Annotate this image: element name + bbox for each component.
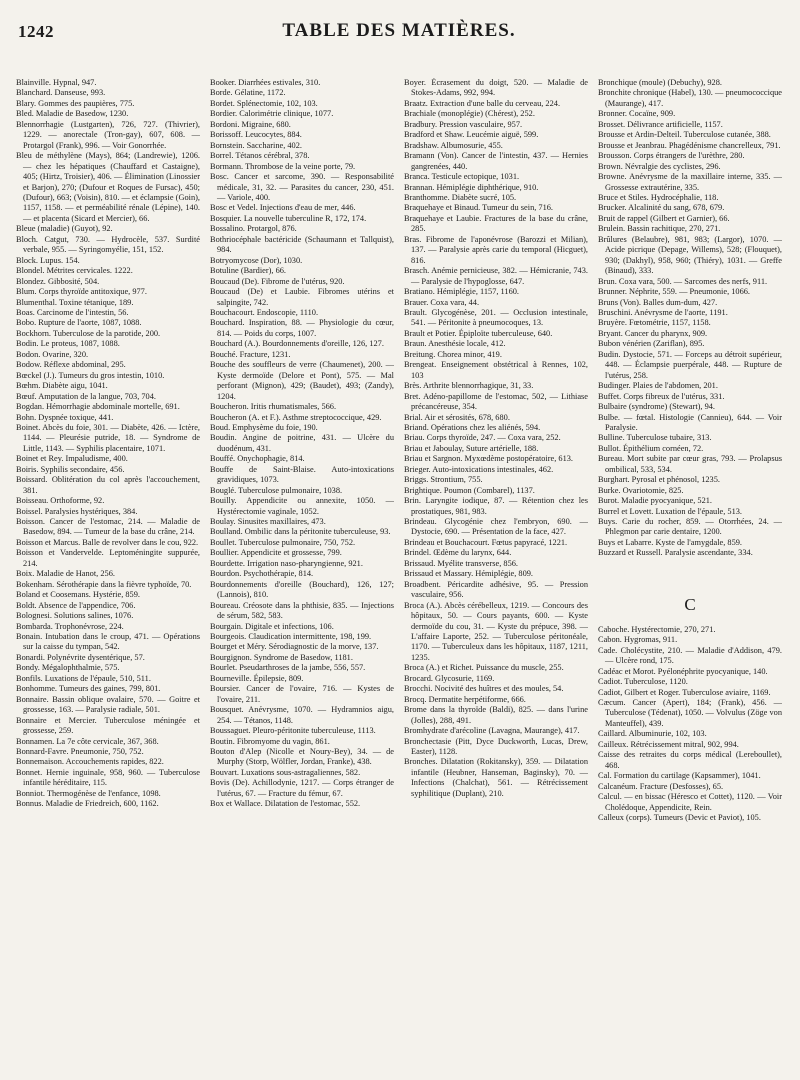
index-entry: Boullet. Tuberculose pulmonaire, 750, 752.: [210, 537, 356, 547]
index-entry: Bouglé. Tuberculose pulmonaire, 1038.: [210, 485, 343, 495]
index-entry: Buffet. Corps fibreux de l'utérus, 331.: [598, 391, 725, 401]
index-entry: Bouchacourt. Endoscopie, 1110.: [210, 307, 319, 317]
index-entry: Brome dans la thyroïde (Baldi), 825. — dans l'urine (Jolles), 288, 491.: [404, 705, 588, 725]
index-entry: Bourget et Méry. Sérodiagnostic de la morve, 137.: [210, 642, 379, 652]
index-entry: Bulbe. — fœtal. Histologie (Cannieu), 644. — Voir Paralysie.: [598, 412, 782, 432]
index-entry: Brin. Laryngite iodique, 87. — Rétention chez les prostatiques, 981, 983.: [404, 496, 588, 516]
page-number: 1242: [18, 22, 54, 41]
index-entry: Brosset. Délivrance artificielle, 1157.: [598, 119, 723, 129]
index-entry: Bourdette. Irrigation naso-pharyngienne, 921.: [210, 558, 363, 568]
index-entry: Bourdonnements d'oreille (Bouchard), 126, 127; (Lannois), 810.: [210, 579, 394, 600]
index-entry: Bogdan. Hémorrhagie abdominale mortelle, 691.: [16, 402, 180, 412]
index-entry: Bourgignon. Syndrome de Basedow, 1181.: [210, 652, 353, 662]
index-entry: Boisson et Marcus. Balle de revolver dans le cou, 922.: [16, 537, 199, 547]
index-entry: Bouilly. Appendicite ou annexite, 1050. — Hystérectomie vaginale, 1052.: [210, 496, 394, 516]
index-entry: Bossalino. Protargol, 876.: [210, 224, 297, 234]
index-entry: Boussaguet. Pleuro-péritonite tuberculeuse, 1113.: [210, 726, 376, 736]
index-entry: Cadéac et Morot. Pyélonéphrite pyocyanique, 140.: [598, 666, 768, 676]
index-entry: Boyer. Écrasement du doigt, 520. — Maladie de Stokes-Adams, 992, 994.: [404, 78, 588, 98]
index-entry: Bulbaire (syndrome) (Stewart), 94.: [598, 402, 716, 412]
index-entry: Bleu de méthylène (Mays), 864; (Landrewie), 1206. — chez les hépatiques (Chauffard et Castaigne), 405; (Hirtz, Troisier), 406. — Élimination (Linossier et Barjon), 270; (Dufour et Roques de Fursac), 450; (Dufour), 663; (Voisin), 810. — et éclampsie (Goin), 1157, 1158. — et perméabilité rénale (Lépine), 140. — et placenta (Sicard et Mercier), 66.: [16, 151, 200, 223]
index-entry: Boucaud (De) et Laubie. Fibromes utérins et salpingite, 742.: [210, 287, 394, 307]
index-entry: Borissoff. Leucocytes, 884.: [210, 130, 302, 140]
index-entry: Bonnamen. La 7e côte cervicale, 367, 368.: [16, 736, 159, 746]
index-entry: Bodon. Ovarine, 320.: [16, 349, 89, 359]
index-entry: Bordier. Calorimétrie clinique, 1077.: [210, 109, 334, 119]
index-entry: Boulay. Sinusites maxillaires, 473.: [210, 517, 326, 527]
index-entry: Boland et Coosemans. Hystérie, 859.: [16, 590, 140, 600]
index-entry: Brocq. Dermatite herpétiforme, 666.: [404, 694, 526, 704]
index-entry: Bondy. Mégalophthalmie, 575.: [16, 663, 120, 673]
index-entry: Broadbent. Péricardite adhésive, 95. — Pression vasculaire, 956.: [404, 579, 588, 600]
index-entry: Cabon. Hygromas, 911.: [598, 635, 678, 645]
index-entry: Brannan. Hémiplégie diphthérique, 910.: [404, 182, 539, 192]
index-entry: Bronner. Cocaïne, 909.: [598, 109, 676, 119]
index-entry: Bonnaire. Bassin oblique ovalaire, 570. — Goitre et grossesse, 163. — Paralysie radiale, 501.: [16, 694, 200, 715]
index-entry: Boulland. Ombilic dans la péritonite tuberculeuse, 93.: [210, 527, 391, 537]
index-entry: Bœhm. Diabète aigu, 1041.: [16, 381, 108, 391]
index-entry: Caillard. Albuminurie, 102, 103.: [598, 729, 707, 739]
index-entry: Bouffé. Onychophagie, 814.: [210, 454, 305, 464]
index-entry: Branca. Testicule ectopique, 1031.: [404, 172, 520, 182]
index-entry: Boucheron. Iritis rhumatismales, 566.: [210, 402, 337, 412]
index-entry: Borrel. Tétanos cérébral, 378.: [210, 151, 310, 161]
index-entry: Calleux (corps). Tumeurs (Devic et Paviot), 105.: [598, 813, 761, 822]
index-entry: Calcul. — en bissac (Héresco et Cottet), 1120. — Voir Cholédoque, Appendicite, Rein.: [598, 792, 782, 812]
index-entry: Branthomme. Diabète sucré, 105.: [404, 192, 517, 202]
index-entry: Cadiot. Tuberculose, 1120.: [598, 677, 688, 687]
index-entry: Bronches. Dilatation (Rokitansky), 359. — Dilatation infantile (Heubner, Hanseman, Baginsky), 70. — Infections (Chalchat), 561. — Rétrécissement syphilitique (Duplant), 210.: [404, 757, 588, 798]
index-entry: Brasch. Anémie pernicieuse, 382. — Hémicranie, 743. — Paralysie de l'hypoglosse, 647.: [404, 266, 588, 286]
index-entry: Bosquier. La nouvelle tuberculine R, 172, 174.: [210, 213, 367, 223]
index-entry: Brindeau et Bouchacourt. Fœtus papyracé, 1221.: [404, 537, 568, 547]
index-entry: Bouton d'Alep (Nicolle et Noury-Bey), 34. — de Murphy (Storp, Wölfler, Jordan, Franke), 438.: [210, 747, 394, 767]
index-entry: Bordoni. Migraine, 680.: [210, 119, 291, 129]
index-entry: Broca (A.) et Richet. Puissance du muscle, 255.: [404, 663, 564, 673]
index-entry: Blondez. Gibbosité, 504.: [16, 276, 100, 286]
index-entry: Boinet et Rey. Impaludisme, 400.: [16, 454, 128, 464]
index-entry: Boutin. Fibromyome du vagin, 861.: [210, 736, 330, 746]
index-columns: [16, 78, 782, 1078]
index-entry: Brûlures (Belaubre), 981, 983; (Largor), 1070. — Acide picrique (Depage, Willems), 528; (Flouquet), 930; (Dakhyl), 958, 960; (Thiéry), 1031. — Greffe (Binaud), 333.: [598, 234, 782, 276]
index-entry: Bruschini. Anévrysme de l'aorte, 1191.: [598, 307, 728, 317]
index-entry: Brocchi. Nocivité des huîtres et des moules, 54.: [404, 684, 564, 694]
index-entry: Bourdon. Psychothérapie, 814.: [210, 569, 314, 579]
index-entry: Brindeau. Glycogénie chez l'embryon, 690. — Dystocie, 690. — Présentation de la face, 427.: [404, 517, 588, 537]
index-entry: Bousquet. Anévrysme, 1070. — Hydramnios aigu, 254. — Tétanos, 1148.: [210, 705, 394, 725]
index-entry: Boinet. Abcès du foie, 301. — Diabète, 426. — Ictère, 1144. — Pleurésie putride, 18. — Syndrome de Little, 1143. — Syphilis placentaire, 1071.: [16, 422, 200, 453]
index-entry: Briggs. Strontium, 755.: [404, 475, 483, 485]
index-entry: Bokenham. Sérothérapie dans la fièvre typhoïde, 70.: [16, 579, 192, 589]
index-entry: Bourlet. Pseudarthroses de la jambe, 556, 557.: [210, 663, 366, 673]
index-entry: Budin. Dystocie, 571. — Forceps au détroit supérieur, 448. — Éclampsie puerpérale, 448. — Rupture de l'utérus, 258.: [598, 349, 782, 380]
index-entry: Bordet. Splénectomie, 102, 103.: [210, 98, 318, 108]
index-entry: Boissard. Oblitération du col après l'accouchement, 381.: [16, 475, 200, 495]
index-entry: Calcanéum. Fracture (Desfosses), 65.: [598, 781, 724, 791]
index-entry: Brault. Glycogénèse, 201. — Occlusion intestinale, 541. — Péritonite à pneumocoques, 13.: [404, 307, 588, 328]
index-entry: Bonnus. Maladie de Friedreich, 600, 1162.: [16, 799, 159, 809]
index-entry: Bonhomme. Tumeurs des gaines, 799, 801.: [16, 684, 161, 694]
index-entry: Brial. Air et sérosités, 678, 680.: [404, 412, 510, 422]
index-entry: Boisson. Cancer de l'estomac, 214. — Maladie de Basedow, 894. — Tumeur de la base du crâne, 214.: [16, 517, 200, 537]
index-entry: Blum. Corps thyroïde antitoxique, 977.: [16, 287, 147, 297]
index-entry: Braquehaye et Binaud. Tumeur du sein, 716.: [404, 203, 554, 213]
index-entry: Bonardi. Polynévrite dysentérique, 57.: [16, 652, 145, 662]
index-entry: Briand. Opérations chez les aliénés, 594.: [404, 422, 541, 432]
index-entry: Cadiot, Gilbert et Roger. Tuberculose aviaire, 1169.: [598, 687, 771, 697]
index-entry: Bobo. Rupture de l'aorte, 1087, 1088.: [16, 318, 142, 328]
index-entry: Blary. Gommes des paupières, 775.: [16, 98, 135, 108]
index-entry: Braun. Anesthésie locale, 412.: [404, 339, 506, 349]
index-entry: Bronchique (moule) (Debuchy), 928.: [598, 78, 722, 87]
index-entry: Bloch. Catgut, 730. — Hydrocèle, 537. Surdité verbale, 955. — Syringomyélie, 151, 152.: [16, 234, 200, 255]
index-entry: Bohn. Dyspnée toxique, 441.: [16, 412, 114, 422]
index-entry: Bonain. Intubation dans le croup, 471. — Opérations sur la caisse du tympan, 542.: [16, 632, 200, 652]
index-entry: Botryomycose (Dor), 1030.: [210, 255, 303, 265]
index-entry: Bœckel (J.). Tumeurs du gros intestin, 1010.: [16, 370, 165, 380]
index-entry: Boursier. Cancer de l'ovaire, 716. — Kystes de l'ovaire, 211.: [210, 684, 394, 704]
index-entry: Bruce et Stiles. Hydrocéphalie, 118.: [598, 192, 719, 202]
index-entry: Botuline (Bardier), 66.: [210, 266, 287, 276]
index-entry: Brieger. Auto-intoxications intestinales, 462.: [404, 464, 554, 474]
index-entry: Brachiale (monoplégie) (Chérest), 252.: [404, 109, 535, 119]
index-entry: Bromhydrate d'arécoline (Lavagna, Maurange), 417.: [404, 726, 580, 736]
index-entry: Boix. Maladie de Hanot, 256.: [16, 569, 115, 579]
index-entry: Bonfils. Luxations de l'épaule, 510, 511.: [16, 673, 151, 683]
index-entry: Breitung. Chorea minor, 419.: [404, 349, 502, 359]
index-entry: Briau et Jaboulay, Suture artérielle, 188.: [404, 443, 539, 453]
index-entry: Buzzard et Russell. Paralysie ascendante, 334.: [598, 548, 753, 558]
index-entry: Bratiano. Hémiplégie, 1157, 1160.: [404, 287, 520, 297]
index-entry: Blondel. Métrites cervicales. 1222.: [16, 266, 133, 276]
index-entry: Bourgeois. Claudication intermittente, 198, 199.: [210, 632, 372, 642]
index-entry: Brunner. Néphrite, 559. — Pneumonie, 1066.: [598, 287, 751, 297]
index-entry: Booker. Diarrhées estivales, 310.: [210, 78, 321, 87]
index-entry: Brousse et Jeanbrau. Phagédénisme chancrelleux, 791.: [598, 140, 781, 150]
index-entry: Blainville. Hypnal, 947.: [16, 78, 97, 87]
index-entry: Burke. Ovariotomie, 825.: [598, 485, 684, 495]
index-entry: Bubon vénérien (Zariflan), 895.: [598, 339, 705, 349]
index-entry: Boureau. Créosote dans la phthisie, 835. — Injections de sérum, 582, 583.: [210, 600, 394, 621]
index-entry: Braquehaye et Laubie. Fractures de la base du crâne, 285.: [404, 213, 588, 234]
index-entry: Borde. Gélatine, 1172.: [210, 88, 286, 98]
index-entry: Buys et Labarre. Kyste de l'amygdale, 859.: [598, 537, 742, 547]
index-entry: Brun. Coxa vara, 500. — Sarcomes des nerfs, 911.: [598, 276, 768, 286]
index-entry: Boucaud (De). Fibrome de l'utérus, 920.: [210, 276, 345, 286]
index-entry: Brault et Potier. Épiploïte tuberculeuse, 640.: [404, 328, 553, 338]
index-entry: Bradshaw. Albumosurie, 455.: [404, 140, 503, 150]
index-entry: Bovis (De). Achillodynie, 1217. — Corps étranger de l'utérus, 67. — Fracture du fémur, 67.: [210, 778, 394, 798]
index-entry: Brightique. Poumon (Combarel), 1137.: [404, 485, 535, 495]
index-entry: Bonnaire et Mercier. Tuberculose méningée et grossesse, 259.: [16, 715, 200, 736]
index-entry: Browne. Anévrysme de la maxillaire interne, 335. — Grossesse extrautérine, 335.: [598, 172, 782, 192]
index-column-2: [210, 78, 394, 1078]
index-entry: Bradbury. Pression vasculaire, 957.: [404, 119, 523, 129]
index-column-1: [16, 78, 200, 1078]
index-entry: Bosc et Vedel. Injections d'eau de mer, 446.: [210, 203, 356, 213]
index-entry: Bosc. Cancer et sarcome, 390. — Responsabilité médicale, 31, 32. — Parasites du cancer, 230, 451. — Variole, 400.: [210, 172, 394, 202]
index-entry: Burrel et Lovett. Luxation de l'épaule, 513.: [598, 506, 742, 516]
index-entry: Bombarda. Trophonévrose, 224.: [16, 621, 124, 631]
index-entry: Bramann (Von). Cancer de l'intestin, 437. — Hernies gangrenées, 440.: [404, 151, 588, 171]
index-entry: Burot. Maladie pyocyanique, 521.: [598, 496, 713, 506]
index-entry: Boldt. Absence de l'appendice, 706.: [16, 600, 136, 610]
index-entry: Bonnard-Favre. Pneumonie, 750, 752.: [16, 747, 144, 756]
index-entry: Blumenthal. Toxine tétanique, 189.: [16, 297, 134, 307]
index-entry: Briau. Corps thyroïde, 247. — Coxa vara, 252.: [404, 433, 561, 443]
index-entry: Brousse et Ardin-Delteil. Tuberculose cutanée, 388.: [598, 130, 771, 140]
index-entry: Block. Lupus. 154.: [16, 255, 80, 265]
index-entry: Bouche des souffleurs de verre (Chaumenet), 200. — Kyste dermoïde (Delore et Pont), 575. — Mal perforant (Mignon), 429; (Baudet), 493; (Zandy), 1204.: [210, 360, 394, 401]
index-entry: Brès. Arthrite blennorrhagique, 31, 33.: [404, 381, 534, 391]
index-entry: Bouffe de Saint-Blaise. Auto-intoxications gravidiques, 1073.: [210, 464, 394, 485]
index-entry: Boud. Emphysème du foie, 190.: [210, 422, 318, 432]
index-entry: Bruns (Von). Balles dum-dum, 427.: [598, 297, 718, 307]
index-entry: Bouchard (A.). Bourdonnements d'oreille, 126, 127.: [210, 339, 384, 349]
index-entry: Caboche. Hystérectomie, 270, 271.: [598, 624, 716, 634]
index-column-4: [598, 78, 782, 1078]
index-entry: Bonnemaison. Accouchements rapides, 822.: [16, 757, 164, 767]
index-entry: Bret. Adéno-papillome de l'estomac, 502, — Lithiase précancéreuse, 354.: [404, 391, 588, 412]
index-entry: Brown. Névralgie des cyclistes, 296.: [598, 161, 721, 171]
index-entry: Bruit de rappel (Gilbert et Garnier), 66.: [598, 213, 730, 223]
index-entry: Cæcum. Cancer (Apert), 184; (Frank), 456. — Tuberculose (Tédenat), 1050. — Volvulus (Zöge von Manteuffel), 439.: [598, 698, 782, 728]
index-entry: Broca (A.). Abcès cérébelleux, 1219. — Concours des hôpitaux, 50. — Cours payants, 600. — Kyste dermoïde du cou, 31. — Kyste du prépuce, 398. — L'affaire Laporte, 252. — Tuberculose péritonéale, 1170. — Tuberculeux dans les hôpitaux, 1187, 1211, 1235.: [404, 600, 588, 662]
index-entry: Bryant. Cancer du pharynx, 909.: [598, 328, 708, 338]
index-entry: Brindel. Œdème du larynx, 644.: [404, 548, 512, 558]
index-entry: Bornstein. Saccharine, 402.: [210, 140, 302, 150]
index-entry: Bureau. Mort subite par cœur gras, 793. — Prolapsus ombilical, 533, 534.: [598, 454, 782, 474]
index-entry: Budinger. Plaies de l'abdomen, 201.: [598, 381, 718, 391]
section-spacer: [598, 559, 782, 583]
index-entry: Boudin. Angine de poitrine, 431. — Ulcère du duodénum, 431.: [210, 433, 394, 453]
index-entry: Bullot. Épithélium cornéen, 72.: [598, 443, 704, 453]
index-entry: Brengeat. Enseignement obstétrical à Rennes, 102, 103: [404, 360, 588, 380]
index-entry: Boisson et Vandervelde. Leptoméningite suppurée, 214.: [16, 548, 200, 568]
index-entry: Brucker. Alcalinité du sang, 678, 679.: [598, 203, 725, 213]
index-entry: Box et Wallace. Dilatation de l'estomac, 552.: [210, 799, 361, 809]
index-entry: Bockhorn. Tuberculose de la parotide, 200.: [16, 328, 161, 338]
page-title: TABLE DES MATIÈRES.: [282, 20, 516, 41]
index-entry: Bouché. Fracture, 1231.: [210, 349, 291, 359]
index-entry: Cailleux. Rétrécissement mitral, 902, 994.: [598, 739, 739, 749]
index-entry: Bodin. Le proteus, 1087, 1088.: [16, 339, 120, 349]
index-entry: Cade. Cholécystite, 210. — Maladie d'Addison, 479. — Ulcère rond, 175.: [598, 645, 782, 666]
index-entry: Bras. Fibrome de l'aponévrose (Barozzi et Milian), 137. — Paralysie après carie du temporal (Hicguet), 816.: [404, 234, 588, 265]
index-entry: Bolognesi. Solutions salines, 1076.: [16, 611, 134, 621]
index-entry: Bourneville. Épilepsie, 809.: [210, 673, 304, 683]
index-entry: Boissel. Paralysies hystériques, 384.: [16, 506, 138, 516]
index-entry: Bothriocéphale bactéricide (Schaumann et Tallquist), 984.: [210, 234, 394, 255]
index-entry: Bonnet. Hernie inguinale, 958, 960. — Tuberculose infantile héréditaire, 115.: [16, 767, 200, 788]
page-header: [18, 14, 780, 54]
index-entry: Boisseau. Orthoforme, 92.: [16, 496, 105, 506]
index-entry: Bradford et Shaw. Leucémie aiguë, 599.: [404, 130, 539, 140]
index-entry: Bouchard. Inspiration, 88. — Physiologie du cœur, 814. — Poids du corps, 1007.: [210, 318, 394, 338]
index-entry: Bourgain. Digitale et infections, 106.: [210, 621, 334, 631]
index-entry: Bulline. Tuberculose tubaire, 313.: [598, 433, 712, 443]
index-entry: Brousson. Corps étrangers de l'urèthre, 280.: [598, 151, 745, 161]
index-entry: Burghart. Pyrosal et phénosol, 1235.: [598, 475, 720, 485]
index-entry: Brulein. Bassin rachitique, 270, 271.: [598, 224, 721, 234]
index-entry: Brocard. Glycosurie, 1169.: [404, 673, 495, 683]
index-entry: Bouvart. Luxations sous-astragaliennes, 582.: [210, 767, 361, 777]
index-entry: Boucheron (A. et F.). Asthme streptococcique, 429.: [210, 412, 382, 422]
index-entry: Briau et Sargnon. Myxœdème postopératoire, 613.: [404, 454, 574, 464]
index-entry: Bormann. Thrombose de la veine porte, 79.: [210, 161, 356, 171]
letter-heading: C: [684, 594, 696, 614]
index-entry: Bronchectasie (Pitt, Dyce Duckworth, Lucas, Drew, Easter), 1128.: [404, 736, 588, 756]
index-entry: Boiris. Syphilis secondaire, 456.: [16, 464, 125, 474]
index-entry: Boullier. Appendicite et grossesse, 799.: [210, 548, 342, 558]
index-column-3: [404, 78, 588, 1078]
index-entry: Caisse des retraites du corps médical (Lereboullet), 468.: [598, 750, 782, 770]
index-entry: Brissaud et Massary. Hémiplégie, 809.: [404, 569, 533, 579]
index-entry: Bled. Maladie de Basedow, 1230.: [16, 109, 129, 119]
index-entry: Bleue (maladie) (Guyot), 92.: [16, 224, 113, 234]
index-entry: Blennorrhagie (Lustgarten), 726, 727. (Thivrier), 1229. — anorectale (Tron-gay), 607, 608. — Protargol (Frank), 996. — Voir Gonorrhée.: [16, 119, 200, 150]
index-entry: Buys. Carie du rocher, 859. — Otorrhées, 24. — Phlegmon par carie dentaire, 1200.: [598, 517, 782, 537]
index-entry: Bruyère. Fœtométrie, 1157, 1158.: [598, 318, 711, 328]
index-entry: Bonniot. Thermogénèse de l'enfance, 1098.: [16, 788, 161, 798]
index-entry: Bronchite chronique (Habel), 130. — pneumococcique (Maurange), 417.: [598, 88, 782, 108]
index-entry: Blanchard. Danseuse, 993.: [16, 88, 106, 98]
index-entry: Brissaud. Myélite transverse, 856.: [404, 558, 519, 568]
index-entry: Brauer. Coxa vara, 44.: [404, 297, 480, 307]
index-entry: Bodow. Réflexe abdominal, 295.: [16, 360, 126, 370]
index-entry: Bœuf. Amputation de la langue, 703, 704.: [16, 391, 156, 401]
index-entry: Braatz. Extraction d'une balle du cerveau, 224.: [404, 98, 561, 108]
index-entry: Cal. Formation du cartilage (Kapsammer), 1041.: [598, 771, 761, 781]
index-entry: Boas. Carcinome de l'intestin, 56.: [16, 307, 129, 317]
